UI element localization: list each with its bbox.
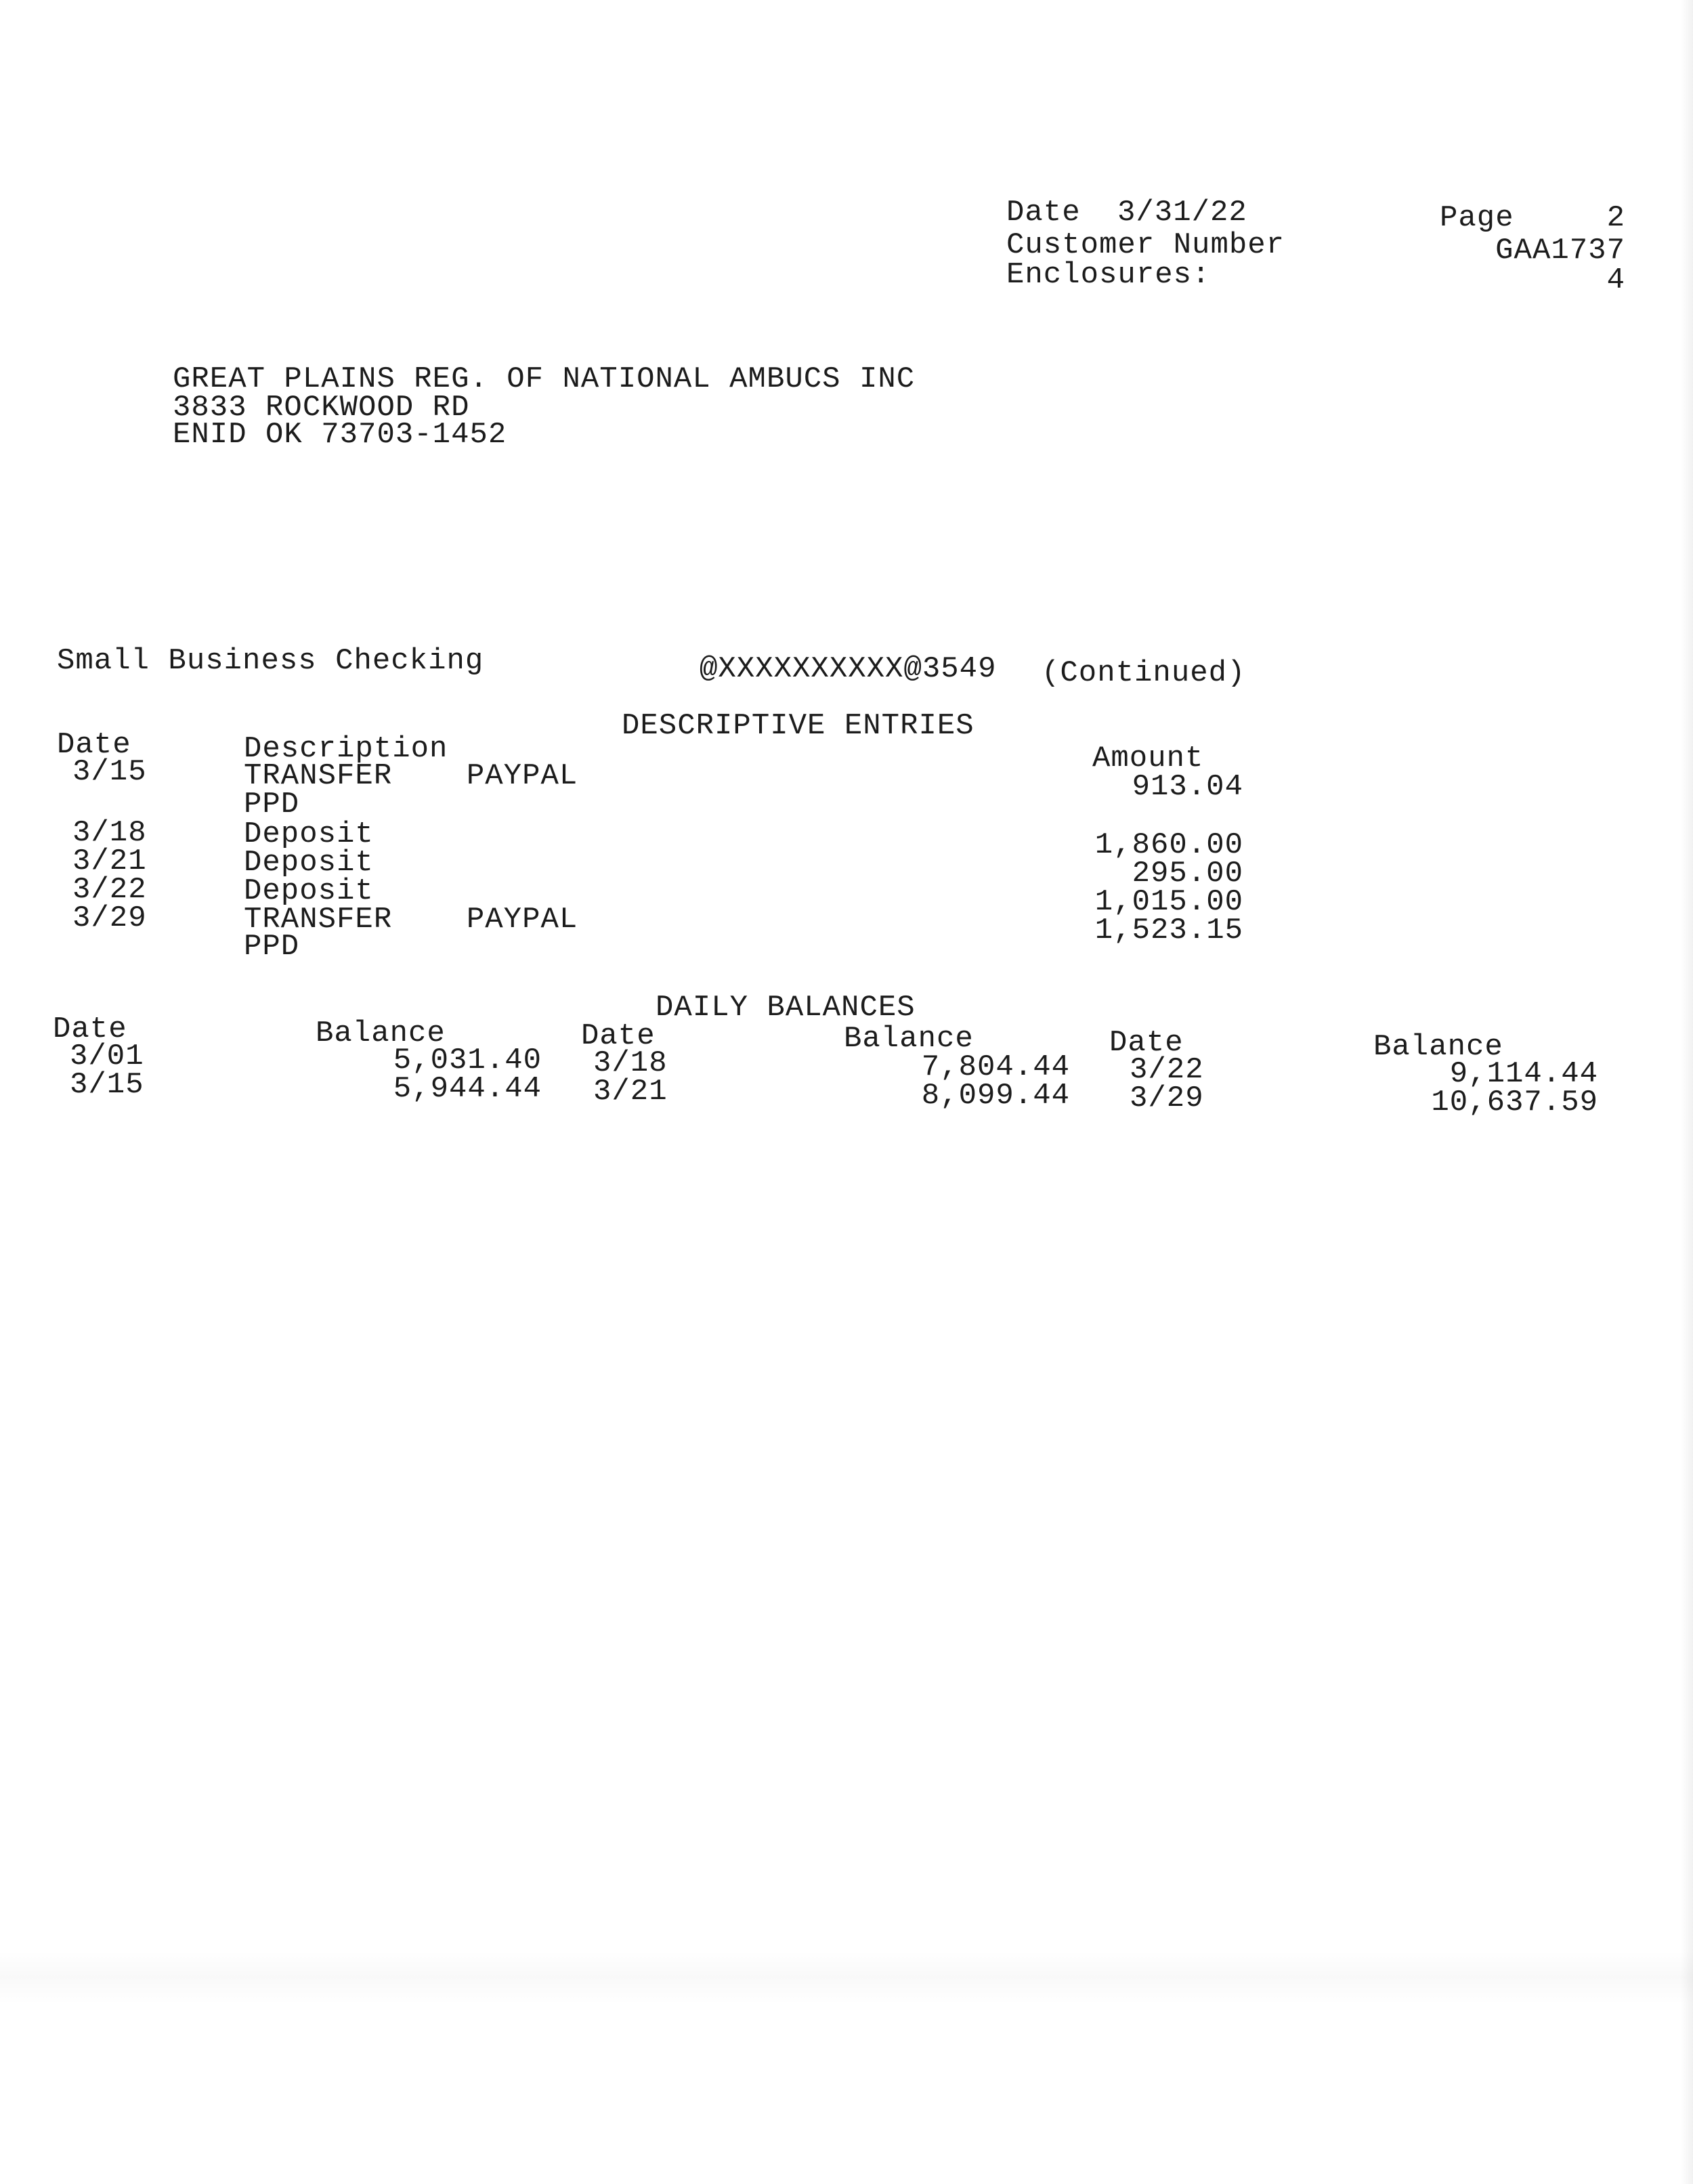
balance-value: 5,031.40	[393, 1044, 542, 1077]
entry-date: 3/22	[72, 873, 147, 907]
balances-date-header: Date	[53, 1012, 127, 1046]
balance-date: 3/01	[70, 1040, 144, 1073]
descriptive-entries-title: DESCRIPTIVE ENTRIES	[622, 709, 974, 743]
balances-balance-header: Balance	[316, 1016, 446, 1050]
entry-description: Deposit	[244, 874, 374, 908]
entries-description-header: Description	[244, 732, 448, 766]
enclosures-value: 4	[1606, 263, 1625, 297]
address-line-2: 3833 ROCKWOOD RD	[173, 391, 470, 425]
entries-amount-header: Amount	[1092, 742, 1204, 775]
balances-date-header: Date	[581, 1019, 656, 1053]
balance-date: 3/15	[70, 1068, 144, 1102]
entry-description: TRANSFER PAYPAL	[244, 903, 578, 937]
balance-value: 5,944.44	[393, 1072, 542, 1106]
entries-date-header: Date	[57, 728, 131, 762]
page-label: Page	[1440, 201, 1514, 235]
statement-date-value: 3/31/22	[1117, 196, 1247, 230]
scan-edge-shadow	[1681, 0, 1693, 2184]
balances-date-header: Date	[1109, 1026, 1184, 1060]
page-number: 2	[1606, 201, 1625, 235]
balance-value: 8,099.44	[921, 1079, 1070, 1113]
customer-number-label: Customer Number	[1006, 228, 1285, 262]
balance-date: 3/21	[593, 1075, 668, 1109]
account-name: Small Business Checking	[57, 644, 484, 678]
entry-amount: 295.00	[1132, 857, 1243, 891]
balances-balance-header: Balance	[1373, 1030, 1503, 1064]
entry-amount: 1,015.00	[1094, 885, 1243, 919]
address-line-3: ENID OK 73703-1452	[173, 418, 507, 452]
continued-note: (Continued)	[1042, 656, 1246, 690]
balance-date: 3/22	[1130, 1053, 1204, 1087]
entry-amount: 1,523.15	[1094, 914, 1243, 947]
balance-value: 10,637.59	[1431, 1086, 1598, 1119]
entry-description-line-2: PPD	[244, 788, 300, 821]
customer-number-value: GAA1737	[1495, 234, 1625, 267]
balances-balance-header: Balance	[844, 1022, 974, 1056]
enclosures-label: Enclosures:	[1006, 258, 1211, 292]
entry-description: TRANSFER PAYPAL	[244, 759, 578, 793]
balance-date: 3/29	[1130, 1082, 1204, 1115]
account-number: @XXXXXXXXXX@3549	[700, 652, 997, 686]
entry-date: 3/15	[72, 755, 147, 789]
entry-amount: 1,860.00	[1094, 828, 1243, 862]
scan-fold-shadow	[0, 1950, 1693, 2005]
entry-description: Deposit	[244, 846, 374, 880]
balance-value: 9,114.44	[1449, 1057, 1598, 1091]
entry-date: 3/21	[72, 844, 147, 878]
entry-date: 3/29	[72, 901, 147, 935]
balance-value: 7,804.44	[921, 1050, 1070, 1084]
balance-date: 3/18	[593, 1046, 668, 1080]
entry-description: Deposit	[244, 817, 374, 851]
address-line-1: GREAT PLAINS REG. OF NATIONAL AMBUCS INC	[173, 362, 916, 396]
entry-description-line-2: PPD	[244, 930, 300, 964]
entry-amount: 913.04	[1132, 770, 1243, 804]
statement-date-label: Date	[1006, 196, 1081, 230]
entry-date: 3/18	[72, 816, 147, 850]
daily-balances-title: DAILY BALANCES	[656, 991, 916, 1025]
